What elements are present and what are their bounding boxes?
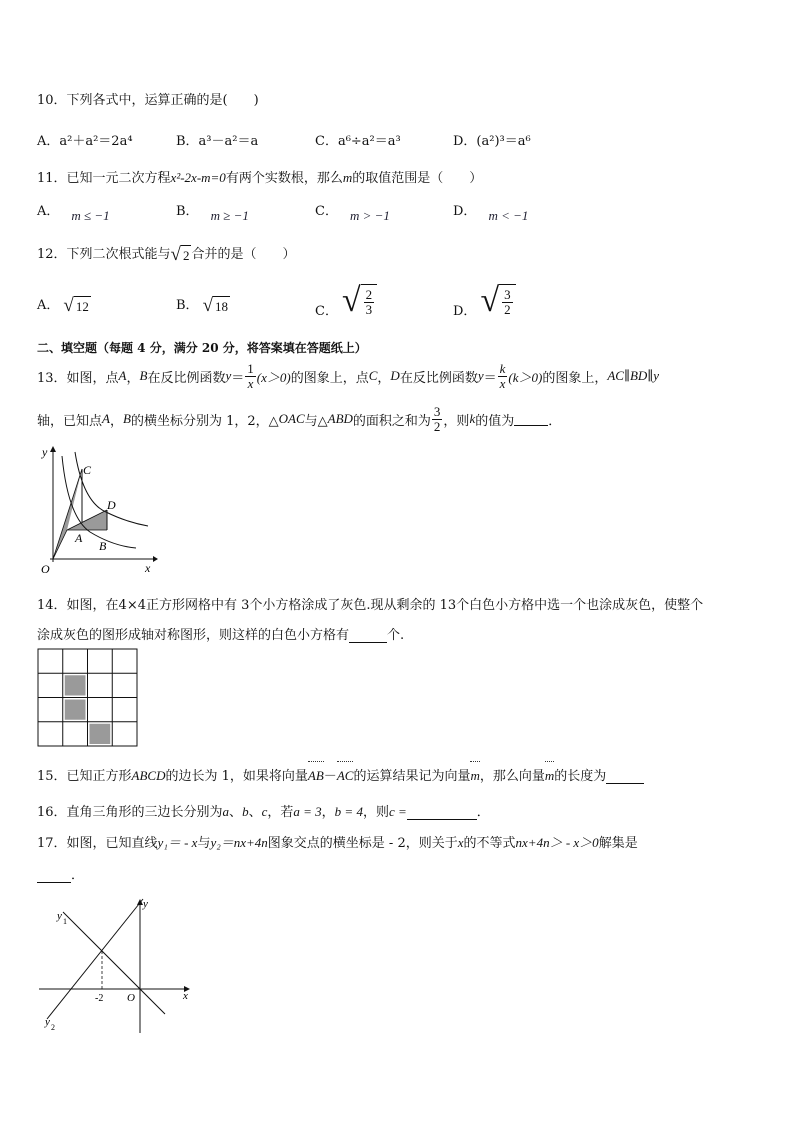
- label-y: y: [42, 445, 48, 459]
- vector-m: m: [470, 768, 479, 784]
- q10-option-c: C．a⁶÷a²＝a³: [315, 134, 401, 149]
- q13-line1: 13．如图，点 A ， B 在反比例函数 y ＝ $\frac{1}{x}$ (x＞0) 的图象上，点 C ， D 在反比例函数 y ＝ $\frac{k}{x}$ (k＞0) 的图象上， AC∥BD∥y: [37, 360, 660, 391]
- q10-option-d: D．(a²)³＝a⁶: [453, 134, 531, 149]
- label-x: x: [183, 990, 188, 1002]
- vector-m-2: m: [545, 768, 554, 784]
- q15-answer-blank[interactable]: [606, 771, 644, 784]
- label-y: y: [143, 898, 148, 910]
- q16-line: 16．直角三角形的三边长分别为a、b、c，若a = 3，b = 4，则c = ．: [37, 804, 490, 820]
- label-a: A: [75, 531, 83, 545]
- q14-line1: 14．如图，在4×4正方形网格中有 3个小方格涂成了灰色.现从剩余的 13个白色小方格中选一个也涂成灰色，使整个: [37, 598, 704, 613]
- label-c: C: [83, 463, 92, 477]
- label-y2: y: [45, 1016, 50, 1028]
- q15-line: 15．已知正方形ABCD的边长为 1，如果将向量 AB－ AC的运算结果记为向量 m，那么向量 m的长度为: [37, 765, 644, 784]
- q11-stem: 11．已知一元二次方程x²-2x-m=0有两个实数根，那么m的取值范围是（ ）: [37, 170, 483, 186]
- label-b: B: [99, 539, 107, 553]
- q13-figure: [38, 442, 158, 577]
- q14-answer-blank[interactable]: [349, 630, 387, 643]
- shaded-cell: [90, 724, 111, 744]
- line-y1: [63, 912, 165, 1014]
- q16-answer-blank[interactable]: [407, 807, 477, 820]
- q10-option-a: A．a²＋a²＝2a⁴: [37, 134, 133, 149]
- q11-option-d: D． m < −1: [453, 204, 529, 223]
- q17-line2: ．: [37, 864, 84, 883]
- q10-option-b: B．a³－a²＝a: [176, 134, 259, 149]
- q14-line2: 涂成灰色的图形成轴对称图形，则这样的白色小方格有 个.: [37, 628, 405, 643]
- label-y1: y: [57, 910, 62, 922]
- label-x: x: [145, 561, 151, 575]
- q13-line2: 轴，已知点 A ， B 的横坐标分别为 1，2，△ OAC 与△ ABD 的面积之和为 $\frac{3}{2}$ ，则 k 的值为 ．: [37, 403, 562, 434]
- label-o: O: [127, 992, 135, 1004]
- q12-stem: 12．下列二次根式能与 √ 2 合并的是（ ）: [37, 244, 296, 265]
- q12-option-c: C． √ $\frac{2}{3}$: [315, 284, 377, 318]
- label-y2-sub: 2: [51, 1023, 55, 1032]
- q12-option-a: A． √ 12: [37, 295, 89, 316]
- q12-option-b: B． √ 18: [176, 295, 228, 316]
- sqrt-2: √ 2: [170, 244, 190, 265]
- q11-option-a: A． m ≤ −1: [37, 204, 110, 223]
- label-d: D: [107, 498, 116, 512]
- section-title: 二、填空题（每题 4 分，满分 20 分，将答案填在答题纸上）: [37, 341, 367, 355]
- x-axis-arrow-icon: [153, 556, 158, 562]
- q10-stem: 10．下列各式中，运算正确的是( ): [37, 93, 259, 108]
- label-y1-sub: 1: [63, 917, 67, 926]
- q13-answer-blank[interactable]: [514, 413, 548, 426]
- shaded-cell: [65, 675, 86, 695]
- label-o: O: [41, 562, 50, 576]
- vector-ab: AB: [308, 768, 324, 784]
- q17-line1: 17．如图，已知直线y₁＝ - x与y₂＝nx+4n图象交点的横坐标是 - 2，则关于x的不等式nx+4n＞ - x＞0解集是: [37, 835, 638, 851]
- q17-figure: [37, 895, 197, 1035]
- label-neg2: -2: [95, 993, 104, 1004]
- q14-grid: [37, 648, 139, 748]
- q17-answer-blank[interactable]: [37, 870, 71, 883]
- y-axis-arrow-icon: [50, 446, 56, 452]
- q11-option-b: B． m ≥ −1: [176, 204, 249, 223]
- q12-option-d: D． √ $\frac{3}{2}$: [453, 284, 516, 318]
- vector-ac: AC: [337, 768, 354, 784]
- shaded-cell: [65, 700, 86, 720]
- q11-option-c: C． m > −1: [315, 204, 390, 223]
